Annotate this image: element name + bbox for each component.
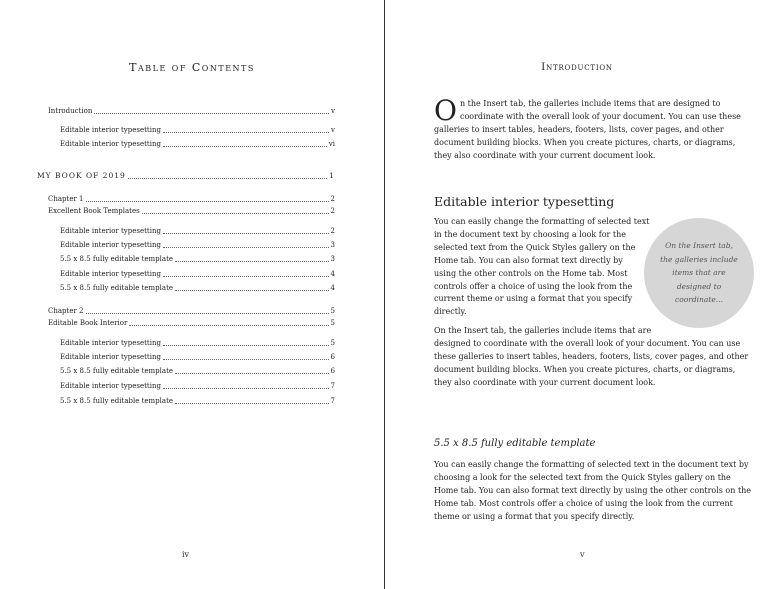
toc-entry-label: Editable interior typesetting bbox=[60, 140, 161, 148]
toc-title: Table of Contents bbox=[129, 61, 255, 74]
toc-leader bbox=[175, 290, 329, 291]
toc-entry-label: Introduction bbox=[48, 107, 93, 115]
page-number: iv bbox=[182, 550, 190, 559]
toc-entry-page: 6 bbox=[330, 367, 335, 375]
subsection-heading: 5.5 x 8.5 fully editable template bbox=[434, 438, 596, 449]
toc-leader bbox=[129, 325, 328, 326]
toc-leader bbox=[163, 233, 329, 234]
toc-entry[interactable] bbox=[60, 125, 335, 135]
toc-leader bbox=[94, 113, 329, 114]
toc-leader bbox=[163, 276, 329, 277]
toc-entry-page: 7 bbox=[330, 382, 335, 390]
toc-entry-label: Excellent Book Templates bbox=[48, 207, 140, 215]
toc-entry-label: Editable interior typesetting bbox=[60, 270, 161, 278]
toc-leader bbox=[163, 359, 329, 360]
toc-entry-label: Editable interior typesetting bbox=[60, 353, 161, 361]
toc-entry[interactable] bbox=[60, 254, 335, 264]
toc-entry[interactable] bbox=[37, 171, 335, 181]
toc-entry-label: 5.5 x 8.5 fully editable template bbox=[60, 255, 174, 263]
toc-leader bbox=[175, 261, 329, 262]
toc-entry[interactable] bbox=[60, 381, 335, 391]
body-section bbox=[434, 216, 754, 390]
pull-quote-circle bbox=[644, 218, 754, 328]
toc-leader bbox=[163, 388, 329, 389]
toc-leader bbox=[128, 178, 327, 179]
toc-entry-label: Editable interior typesetting bbox=[60, 339, 161, 347]
toc-leader bbox=[175, 373, 329, 374]
body-paragraph: On the Insert tab, the galleries include items that are designed to coordinate with the overall look of your document. You can use these galleries to insert tables, headers, footers, lists, cover pages, and other document building blocks. When you create pictures, charts, or diagrams, they also coordinate with your current document look. bbox=[434, 326, 749, 387]
toc-entry-label: 5.5 x 8.5 fully editable template bbox=[60, 284, 174, 292]
toc-leader bbox=[86, 313, 329, 314]
toc-entry[interactable] bbox=[60, 139, 335, 149]
toc-entry[interactable] bbox=[60, 240, 335, 250]
toc-entry-page: 4 bbox=[330, 270, 335, 278]
toc-entry-label: Editable interior typesetting bbox=[60, 241, 161, 249]
toc-entry-page: vi bbox=[328, 140, 335, 148]
toc-entry[interactable] bbox=[60, 269, 335, 279]
intro-text: n the Insert tab, the galleries include items that are designed to coordinate with the overall look of your document. You can use these galleries to insert tables, headers, footers, lists, cover pages, and other document building blocks. When you create pictures, charts, or diagrams, they also coordinate with your current document look. bbox=[434, 99, 741, 160]
pull-quote-text: On the Insert tab, the galleries include items that are designed to coordinate... bbox=[660, 241, 738, 305]
toc-leader bbox=[163, 146, 327, 147]
toc-leader bbox=[163, 247, 329, 248]
toc-entry-page: 2 bbox=[330, 195, 335, 203]
page-number: v bbox=[580, 550, 585, 559]
toc-entry-page: 6 bbox=[330, 353, 335, 361]
toc-entry[interactable] bbox=[48, 306, 335, 316]
toc-entry[interactable] bbox=[60, 366, 335, 376]
toc-entry-page: 4 bbox=[330, 284, 335, 292]
toc-entry-page: v bbox=[331, 107, 335, 115]
toc-entry-page: 5 bbox=[330, 319, 335, 327]
toc-entry-label: MY BOOK OF 2019 bbox=[37, 171, 126, 180]
toc-entry-label: 5.5 x 8.5 fully editable template bbox=[60, 397, 174, 405]
toc-entry[interactable] bbox=[60, 338, 335, 348]
right-page bbox=[386, 0, 768, 589]
toc-entry-label: Editable interior typesetting bbox=[60, 382, 161, 390]
toc-entry-page: 3 bbox=[330, 241, 335, 249]
toc-leader bbox=[163, 345, 329, 346]
toc-entry-page: 1 bbox=[329, 171, 335, 180]
toc-leader bbox=[86, 201, 329, 202]
toc-entry-page: 3 bbox=[330, 255, 335, 263]
toc-leader bbox=[142, 213, 329, 214]
toc-entry[interactable] bbox=[48, 206, 335, 216]
toc-entry-page: 5 bbox=[330, 339, 335, 347]
toc-entry-page: 2 bbox=[330, 227, 335, 235]
toc-entry-page: v bbox=[331, 126, 335, 134]
toc-entry-label: Editable interior typesetting bbox=[60, 227, 161, 235]
toc-entry[interactable] bbox=[60, 396, 335, 406]
toc-entry-page: 7 bbox=[330, 397, 335, 405]
toc-entry-label: Chapter 2 bbox=[48, 307, 84, 315]
toc-leader bbox=[163, 132, 329, 133]
intro-paragraph bbox=[434, 94, 754, 163]
toc-entry[interactable] bbox=[48, 318, 335, 328]
toc-entry[interactable] bbox=[60, 226, 335, 236]
toc-entry[interactable] bbox=[48, 194, 335, 204]
drop-cap: O bbox=[434, 94, 457, 127]
chapter-title: Introduction bbox=[541, 61, 613, 73]
toc-entry-label: 5.5 x 8.5 fully editable template bbox=[60, 367, 174, 375]
toc-entry-page: 2 bbox=[330, 207, 335, 215]
toc-entry-label: Chapter 1 bbox=[48, 195, 84, 203]
toc-entry-page: 5 bbox=[330, 307, 335, 315]
toc-leader bbox=[175, 403, 329, 404]
body-paragraph: You can easily change the formatting of selected text in the document text by choosing a look for the selected text from the Quick Styles gallery on the Home tab. You can also format text directly by using the other controls on the Home tab. Most controls offer a choice of using the look from the current theme or using a format that you specify directly. bbox=[434, 217, 650, 317]
toc-entry[interactable] bbox=[60, 283, 335, 293]
section-heading: Editable interior typesetting bbox=[434, 194, 615, 209]
toc-entry-label: Editable Book Interior bbox=[48, 319, 128, 327]
toc-entry-label: Editable interior typesetting bbox=[60, 126, 161, 134]
body-paragraph: You can easily change the formatting of selected text in the document text by choosing a look for the selected text from the Quick Styles gallery on the Home tab. You can also format text directly by using the other controls on the Home tab. Most controls offer a choice of using the look from the current theme or using a format that you specify directly. bbox=[434, 460, 752, 521]
toc-entry[interactable] bbox=[60, 352, 335, 362]
page-divider bbox=[384, 0, 385, 589]
toc-entry[interactable] bbox=[48, 106, 335, 116]
